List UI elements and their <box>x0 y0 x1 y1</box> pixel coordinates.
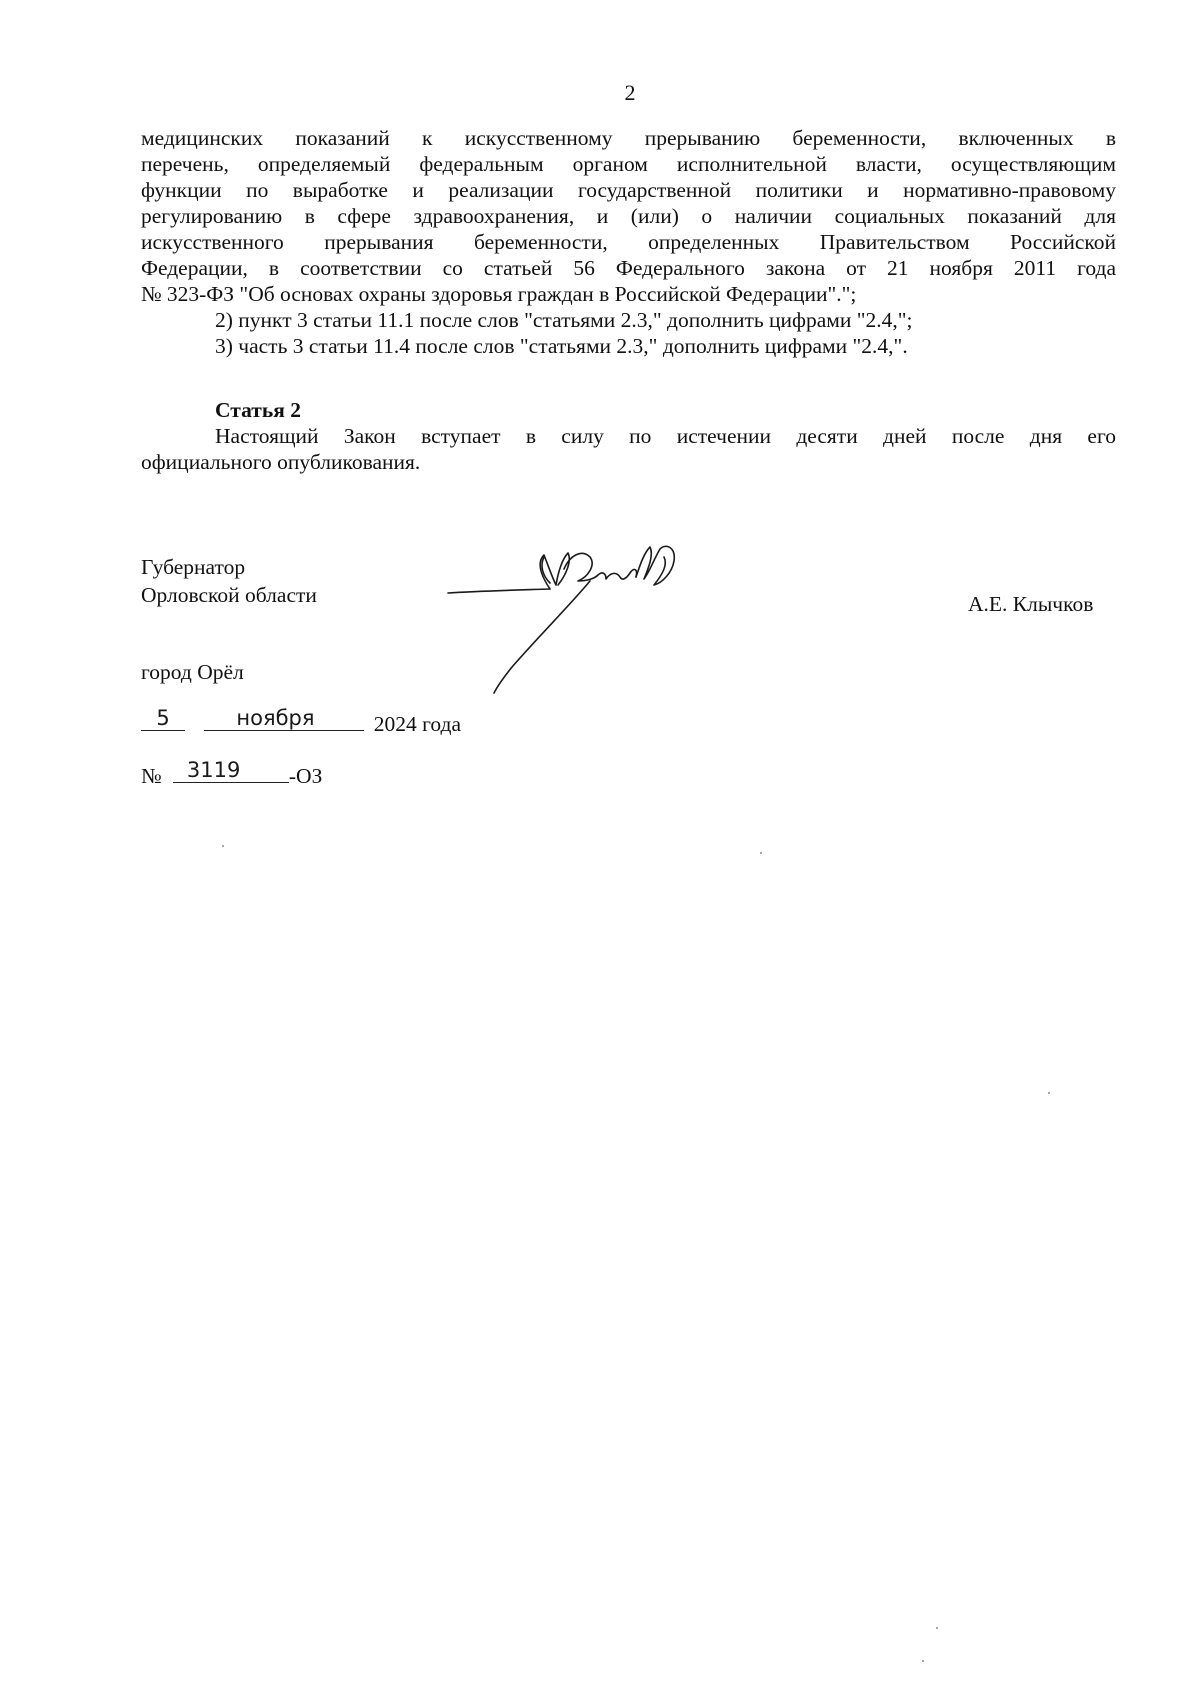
scan-speck <box>760 852 762 854</box>
scan-speck <box>922 1660 924 1662</box>
article-2-line: Настоящий Закон вступает в силу по истечении десяти дней после дня его <box>215 424 1116 448</box>
amendment-item-3: 3) часть 3 статьи 11.4 после слов "статьями 2.3," дополнить цифрами "2.4,". <box>215 334 908 358</box>
date-month-field <box>204 708 364 731</box>
law-number-field <box>173 760 289 783</box>
scan-speck <box>936 1627 938 1629</box>
signing-date <box>141 708 461 738</box>
paragraph-line: регулированию в сфере здравоохранения, и (или) о наличии социальных показаний для <box>141 204 1116 228</box>
date-month: ноября <box>236 706 315 730</box>
signer-name: А.Е. Клычков <box>968 592 1094 616</box>
article-2-line: официального опубликования. <box>141 450 421 474</box>
paragraph-line: Федерации, в соответствии со статьей 56 Федерального закона от 21 ноября 2011 года <box>141 256 1116 280</box>
paragraph-line: перечень, определяемый федеральным органом исполнительной власти, осуществляющим <box>141 152 1116 176</box>
article-2 <box>141 397 1116 475</box>
paragraph-line: медицинских показаний к искусственному прерыванию беременности, включенных в <box>141 126 1116 150</box>
law-number-value: 3119 <box>186 758 241 782</box>
article1-continuation <box>141 125 1116 359</box>
date-day-field <box>141 708 185 731</box>
signer-position-line: Орловской области <box>141 583 317 607</box>
law-number-prefix: № <box>141 764 162 788</box>
signer-position-line: Губернатор <box>141 555 246 579</box>
paragraph-line: функции по выработке и реализации государственной политики и нормативно-правовому <box>141 178 1116 202</box>
date-year: 2024 года <box>373 712 462 736</box>
page-number: 2 <box>624 80 636 105</box>
paragraph-line: № 323-ФЗ "Об основах охраны здоровья граждан в Российской Федерации"."; <box>141 282 857 306</box>
amendment-item-2: 2) пункт 3 статьи 11.1 после слов "статьями 2.3," дополнить цифрами "2.4,"; <box>215 308 913 332</box>
article-2-title: Статья 2 <box>215 398 301 422</box>
date-day: 5 <box>156 706 170 730</box>
signer-position <box>141 553 317 609</box>
law-number <box>141 760 322 790</box>
law-number-suffix: -ОЗ <box>288 764 323 788</box>
city: город Орёл <box>141 660 244 684</box>
scan-speck <box>222 845 224 847</box>
handwritten-signature <box>440 535 700 695</box>
scan-speck <box>1048 1092 1050 1094</box>
paragraph-line: искусственного прерывания беременности, определенных Правительством Российской <box>141 230 1116 254</box>
